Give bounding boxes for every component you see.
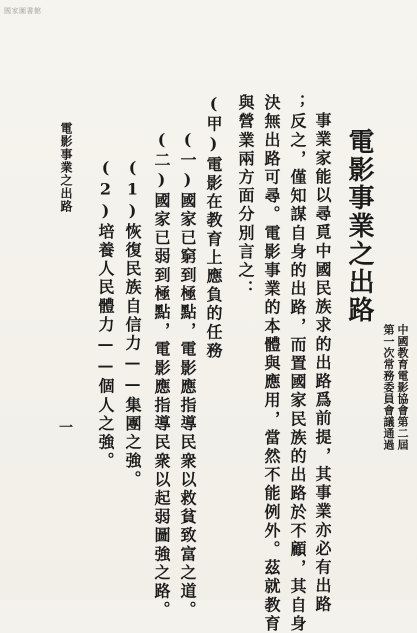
resolution-note-line-2: 第一次常務委員會議通過 <box>382 324 395 451</box>
paragraph-line-3: 決無出路可尋。電影事業的本體與應用，當然不能例外。茲就教育 <box>262 94 281 633</box>
section-item-1: (一)國家已窮到極點，電影應指導民衆以救貧致富之道。 <box>178 130 197 620</box>
section-item-2: (二)國家已弱到極點，電影應指導民衆以起弱圖強之路。 <box>152 130 171 620</box>
section-subitem-1: (1)恢復民族自信力——集團之強。 <box>123 158 142 490</box>
section-heading-jia: (甲)電影在教育上應負的任務 <box>204 94 223 361</box>
paragraph-line-1: 事業家能以尋覓中國民族求的出路爲前提，其事業亦必有出路 <box>313 112 332 615</box>
section-subitem-2: (2)培養人民體力——個人之強。 <box>96 158 115 471</box>
paragraph-line-2: ；反之，僅知謀自身的出路，而置國家民族的出路於不顧，其自身 <box>288 94 307 633</box>
page-number: 一 <box>57 420 73 434</box>
resolution-note-line-1: 中國教育電影協會第二屆 <box>396 324 409 451</box>
paragraph-line-4: 與營業兩方面分別言之： <box>236 94 255 299</box>
running-head: 電影事業之出路 <box>59 122 73 213</box>
document-title: 電影事業之出路 <box>344 128 374 324</box>
library-watermark: 國家圖書館 <box>4 7 42 15</box>
